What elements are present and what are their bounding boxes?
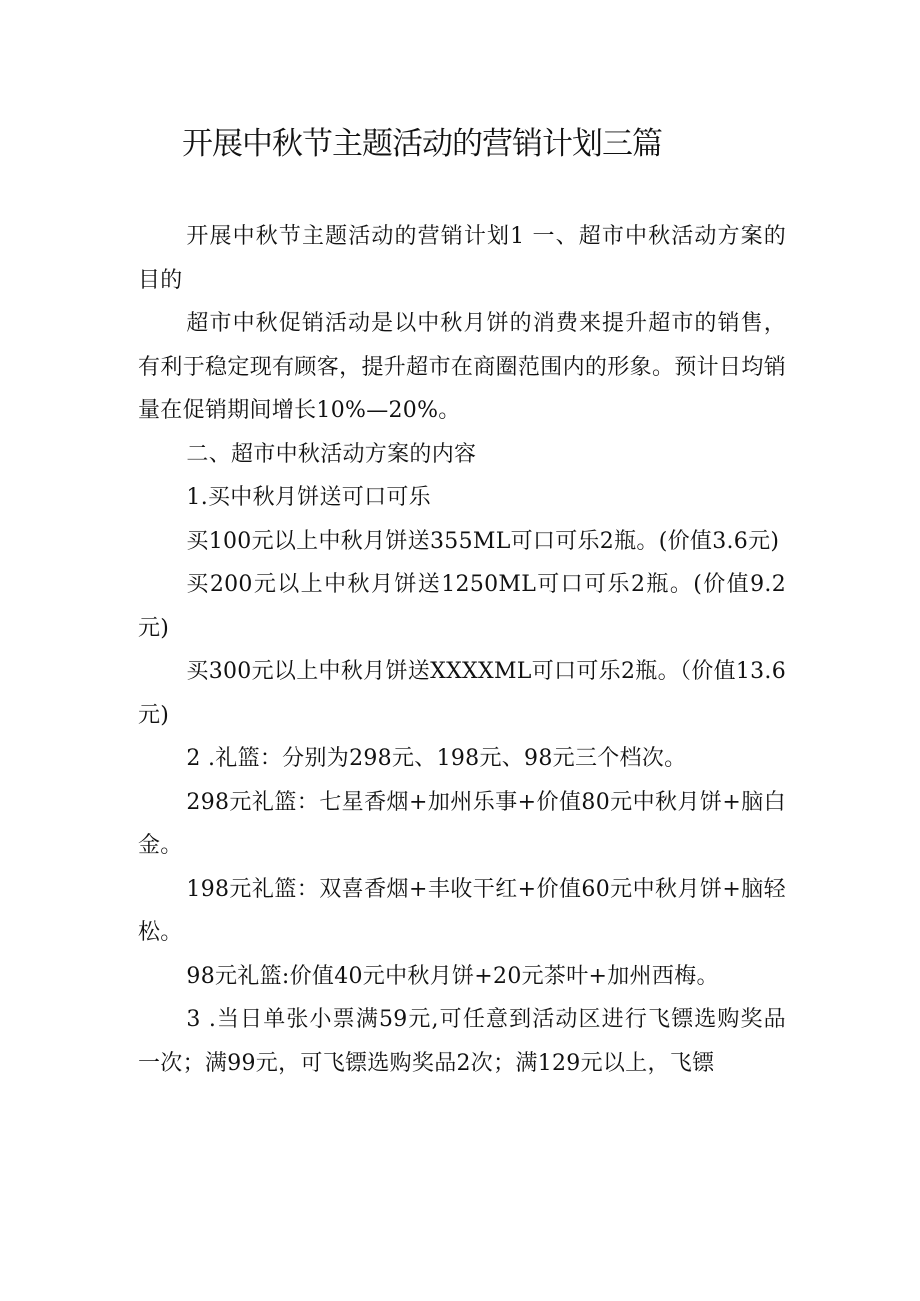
paragraph-offer-300: 买300元以上中秋月饼送XXXXML可口可乐2瓶。（价值13.6元) (138, 659, 786, 728)
paragraph-dart-activity: 3 .当日单张小票满59元,可任意到活动区进行飞镖选购奖品一次；满99元，可飞镖选购奖品2次；满129元以上，飞镖 (138, 1007, 786, 1076)
paragraph-offer-200: 买200元以上中秋月饼送1250ML可口可乐2瓶。(价值9.2元) (138, 572, 786, 641)
paragraph-offer-100: 买100元以上中秋月饼送355ML可口可乐2瓶。(价值3.6元) (186, 528, 780, 554)
document-title: 开展中秋节主题活动的营销计划三篇 (182, 126, 662, 162)
paragraph-section-two-heading: 二、超市中秋活动方案的内容 (186, 441, 477, 467)
paragraph-basket-98: 98元礼篮:价值40元中秋月饼+20元茶叶+加州西梅。 (186, 963, 719, 989)
paragraph-basket-198: 198元礼篮：双喜香烟+丰收干红+价值60元中秋月饼+脑轻松。 (138, 876, 786, 945)
paragraph-purpose: 超市中秋促销活动是以中秋月饼的消费来提升超市的销售，有利于稳定现有顾客，提升超市在商圈范围内的形象。预计日均销量在促销期间增长10%—20%。 (138, 311, 786, 423)
paragraph-gift-basket-heading: 2 .礼篮：分别为298元、198元、98元三个档次。 (186, 746, 687, 771)
paragraph-item-one-heading: 1.买中秋月饼送可口可乐 (186, 485, 431, 510)
paragraph-basket-298: 298元礼篮：七星香烟+加州乐事+价值80元中秋月饼+脑白金。 (138, 789, 786, 858)
document-body (138, 215, 786, 1085)
paragraph-intro: 开展中秋节主题活动的营销计划1 一、超市中秋活动方案的目的 (138, 224, 786, 293)
